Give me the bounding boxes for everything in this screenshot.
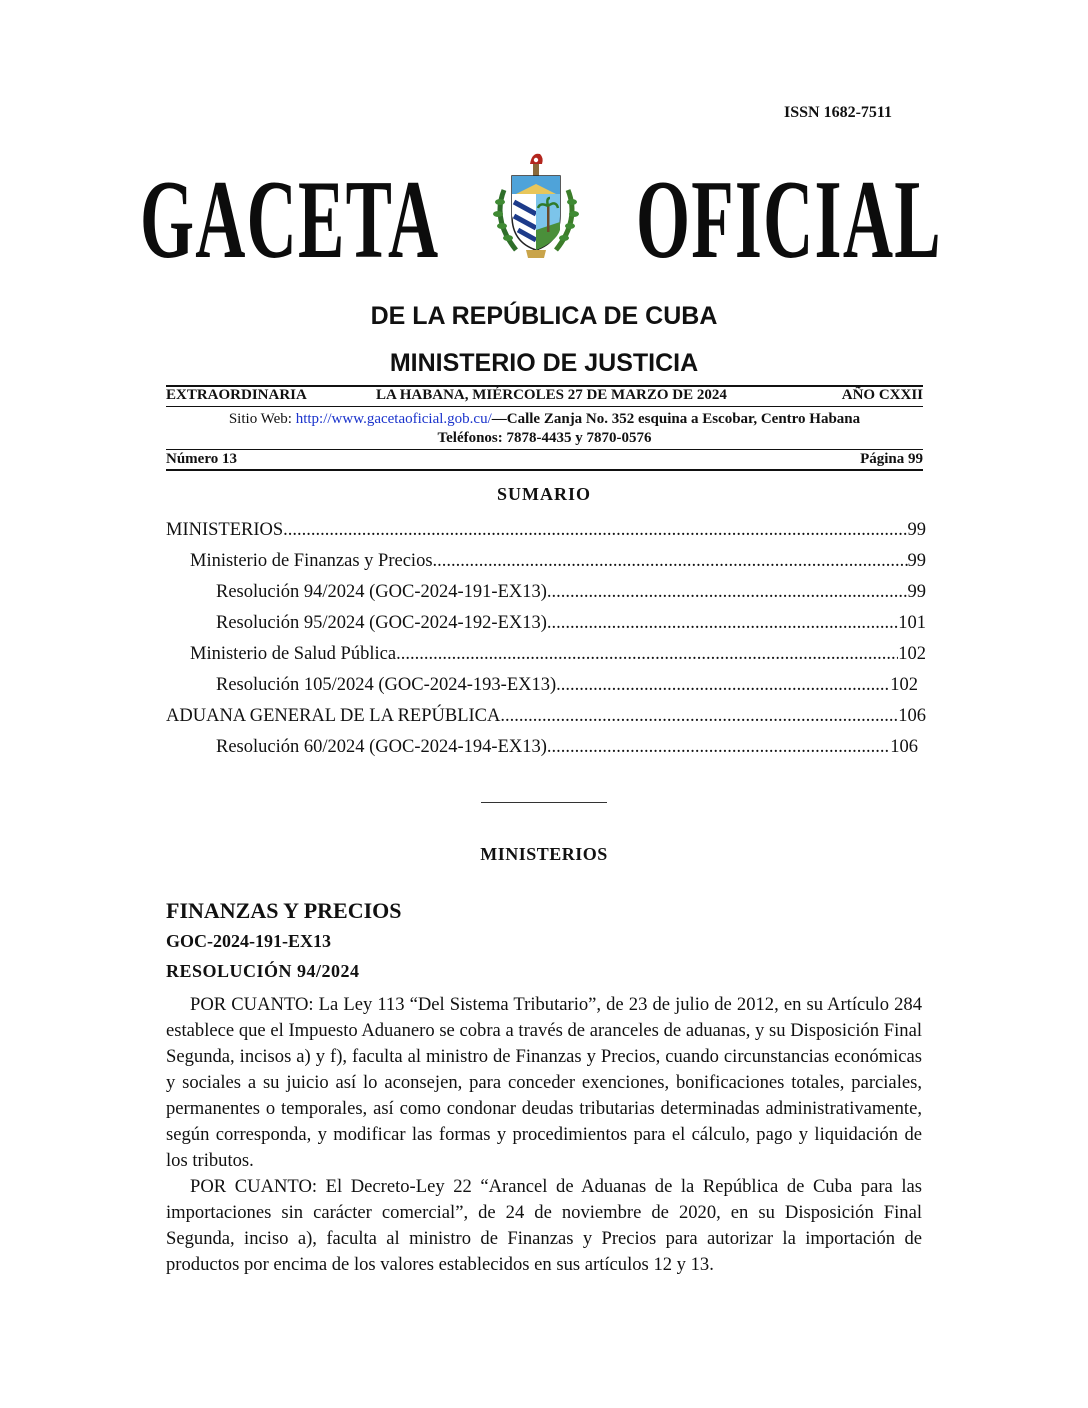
summary-entry-label: Resolución 94/2024 (GOC-2024-191-EX13) [216, 582, 547, 602]
summary-entry[interactable] [166, 577, 926, 608]
page-number: Página 99 [860, 451, 923, 467]
leader-dots [547, 732, 890, 763]
number-rule-top [166, 449, 923, 450]
strip-divider [166, 406, 923, 407]
summary-entry-label: ADUANA GENERAL DE LA REPÚBLICA [166, 706, 501, 726]
document-code: GOC-2024-191-EX13 [166, 931, 331, 951]
resolution-title: RESOLUCIÓN 94/2024 [166, 961, 360, 981]
leader-dots [433, 546, 908, 577]
summary-entry[interactable] [166, 546, 926, 577]
summary-entry[interactable] [166, 515, 926, 546]
site-link[interactable]: http://www.gacetaoficial.gob.cu/ [295, 411, 492, 427]
section-heading: MINISTERIOS [480, 844, 608, 864]
edition-type: EXTRAORDINARIA [166, 387, 307, 403]
summary-entry-page: 106 [890, 737, 918, 757]
leader-dots [556, 670, 890, 701]
year-label: AÑO CXXII [841, 387, 923, 403]
summary-entry-page: 102 [898, 644, 926, 664]
leader-dots [396, 639, 898, 670]
masthead-word-right: OFICIAL [636, 158, 942, 282]
resolution-body [166, 992, 922, 1278]
summary-entry-label: Ministerio de Salud Pública [190, 644, 397, 664]
address: —Calle Zanja No. 352 esquina a Escobar, Centro Habana [491, 411, 861, 427]
summary-entry-page: 101 [898, 613, 926, 633]
coat-of-arms-icon [486, 150, 586, 262]
leader-dots [283, 515, 907, 546]
summary-entry[interactable] [166, 732, 926, 763]
summary-entry-page: 99 [907, 582, 926, 602]
summary-entry-label: MINISTERIOS [166, 520, 284, 540]
leader-dots [547, 577, 908, 608]
number-strip [166, 451, 923, 471]
summary-title: SUMARIO [496, 484, 591, 504]
summary-entry-page: 106 [898, 706, 926, 726]
phones: Teléfonos: 7878-4435 y 7870-0576 [437, 430, 652, 446]
body-paragraph: POR CUANTO: La Ley 113 “Del Sistema Tributario”, de 23 de julio de 2012, en su Artículo 284 establece que el Impuesto Aduanero se cobra a través de aranceles de aduanas, y su Disposición Final Segunda, incisos a) y f), faculta al ministro de Finanzas y Precios, cuando circunstancias económicas y sociales a su juicio así lo aconsejen, para conceder exenciones, bonificaciones totales, parciales, permanentes o temporales, así como condonar deudas tributarias determinadas administrativamente, según corresponda, y modificar las formas y procedimientos para el cálculo, pago y liquidación de los tributos. [166, 994, 922, 1171]
section-separator [481, 802, 607, 803]
leader-dots [500, 701, 898, 732]
publication-subtitle: DE LA REPÚBLICA DE CUBA [370, 302, 718, 330]
summary-entry[interactable] [166, 701, 926, 732]
summary-entry-page: 99 [907, 520, 926, 540]
contact-info [166, 410, 923, 448]
body-paragraph: POR CUANTO: El Decreto-Ley 22 “Arancel de Aduanas de la República de Cuba para las importaciones sin carácter comercial”, de 24 de noviembre de 2020, en su Disposición Final Segunda, inciso a), faculta al ministro de Finanzas y Precios para autorizar la importación de productos por encima de los valores establecidos en sus artículos 12 y 13. [166, 1176, 922, 1275]
site-label: Sitio Web: [228, 411, 296, 427]
summary-entry-label: Resolución 105/2024 (GOC-2024-193-EX13) [216, 675, 557, 695]
place-date: LA HABANA, MIÉRCOLES 27 DE MARZO DE 2024 [376, 387, 727, 403]
masthead-word-left: GACETA [140, 158, 440, 282]
issn-number: ISSN 1682-7511 [784, 104, 893, 121]
summary-entry-label: Resolución 95/2024 (GOC-2024-192-EX13) [216, 613, 547, 633]
summary-entry-label: Ministerio de Finanzas y Precios [190, 551, 433, 571]
issue-number: Número 13 [166, 451, 237, 467]
ministry-name: MINISTERIO DE JUSTICIA [389, 349, 699, 377]
number-rule-bottom [166, 469, 923, 471]
summary-entry-label: Resolución 60/2024 (GOC-2024-194-EX13) [216, 737, 547, 757]
leader-dots [547, 608, 898, 639]
summary-list [166, 515, 926, 763]
masthead [136, 150, 946, 290]
summary-entry[interactable] [166, 608, 926, 639]
edition-strip [166, 387, 923, 407]
organ-heading: FINANZAS Y PRECIOS [166, 898, 402, 923]
summary-entry[interactable] [166, 639, 926, 670]
summary-entry[interactable] [166, 670, 926, 701]
summary-entry-page: 102 [890, 675, 918, 695]
summary-entry-page: 99 [907, 551, 926, 571]
